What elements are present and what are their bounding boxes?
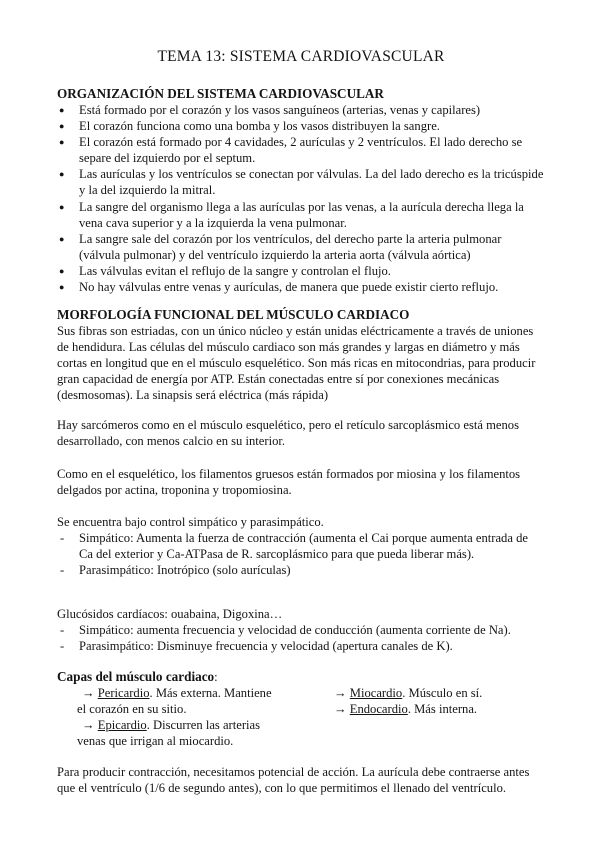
list-item: ● Las válvulas evitan el reflujo de la sangre y controlan el flujo. (57, 263, 545, 279)
glucosidos-section (57, 606, 545, 654)
list-item: - Parasimpático: Inotrópico (solo aurículas) (57, 562, 545, 578)
paragraph: Glucósidos cardíacos: ouabaina, Digoxina… (57, 607, 283, 621)
capas-heading (57, 668, 545, 686)
list-item: ● Está formado por el corazón y los vasos sanguíneos (arterias, venas y capilares) (57, 102, 545, 118)
capa-desc: . Más externa. Mantiene (149, 686, 272, 700)
list-item: ● La sangre sale del corazón por los ventrículos, del derecho parte la arteria pulmonar (válvula pulmonar) y del ventrículo izquierdo la arteria aorta (válvula aórtica) (57, 231, 545, 263)
list-item: ● La sangre del organismo llega a las aurículas por las venas, a la aurícula derecha llega la vena cava superior y a la izquierda la vena pulmonar. (57, 199, 545, 231)
list-item: ● El corazón funciona como una bomba y los vasos distribuyen la sangre. (57, 118, 545, 134)
document-title: TEMA 13: SISTEMA CARDIOVASCULAR (157, 48, 445, 65)
arrow-icon: → (334, 702, 347, 717)
capa-desc: . Músculo en sí. (402, 686, 483, 700)
capas-right-column (334, 685, 544, 717)
dash-list (57, 530, 545, 578)
list-item: - Simpático: aumenta frecuencia y velocidad de conducción (aumenta corriente de Na). (57, 622, 545, 638)
paragraph: Sus fibras son estriadas, con un único núcleo y están unidas eléctricamente a través de uniones de hendidura. Las células del músculo cardiaco son más grandes y largas en diámetro y más cortas en longitud que en el músculo esquelético. Son más ricas en mitocondrias, para producir gran capacidad de energía por ATP. Están conectadas entre sí por conexiones mecánicas (desmosomas). La sinapsis será eléctrica (más rápida) (57, 324, 536, 403)
list-item: - Parasimpático: Disminuye frecuencia y velocidad (apertura canales de K). (57, 638, 545, 654)
capa-epicardio (82, 717, 322, 733)
section-organizacion (57, 86, 545, 295)
capa-name: Epicardio (97, 718, 147, 733)
capa-pericardio (82, 685, 322, 701)
bullet-list (57, 102, 545, 295)
capas-left-column (77, 685, 322, 749)
section-heading: ORGANIZACIÓN DEL SISTEMA CARDIOVASCULAR (57, 86, 384, 101)
capa-name: Endocardio (349, 702, 408, 717)
arrow-icon: → (334, 686, 347, 700)
section-heading: Capas del músculo cardiaco (57, 669, 215, 684)
capa-name: Miocardio (349, 686, 403, 700)
paragraph: Como en el esquelético, los filamentos gruesos están formados por miosina y los filamentos delgados por actina, troponina y tropomiosina. (57, 467, 521, 498)
capa-miocardio (334, 685, 544, 701)
capa-endocardio (334, 701, 544, 717)
paragraph: Hay sarcómeros como en el músculo esquelético, pero el retículo sarcoplásmico está menos desarrollado, con menos calcio en su interior. (57, 418, 519, 449)
control-section (57, 514, 545, 578)
capa-desc: . Más interna. (407, 702, 478, 717)
capa-desc: . Discurren las arterias (146, 718, 261, 733)
section-morfologia (57, 307, 545, 403)
section-heading: MORFOLOGÍA FUNCIONAL DEL MÚSCULO CARDIACO (57, 307, 410, 322)
capa-name: Pericardio (97, 686, 150, 700)
capa-desc-cont: el corazón en su sitio. (77, 702, 187, 717)
section-capas (57, 668, 545, 748)
paragraph: Se encuentra bajo control simpático y parasimpático. (57, 515, 324, 529)
list-item: - Simpático: Aumenta la fuerza de contracción (aumenta el Cai porque aumenta entrada de Ca del exterior y Ca-ATPasa de R. sarcoplásmico para que pueda liberar más). (57, 530, 545, 562)
list-item: ● No hay válvulas entre venas y aurículas, de manera que puede existir cierto reflujo. (57, 279, 545, 295)
list-item: ● Las aurículas y los ventrículos se conectan por válvulas. La del lado derecho es la tricúspide y la del izquierdo la mitral. (57, 166, 545, 198)
paragraph: Para producir contracción, necesitamos potencial de acción. La aurícula debe contraerse antes que el ventrículo (1/6 de segundo antes), con lo que permitimos el llenado del ventrículo. (57, 765, 530, 796)
heading-colon: : (214, 670, 218, 684)
list-item: ● El corazón está formado por 4 cavidades, 2 aurículas y 2 ventrículos. El lado derecho se separe del izquierdo por el septum. (57, 134, 545, 166)
arrow-icon: → (82, 686, 95, 700)
dash-list (57, 622, 545, 654)
capa-desc-cont: venas que irrigan al miocardio. (77, 734, 234, 749)
arrow-icon: → (82, 718, 95, 733)
